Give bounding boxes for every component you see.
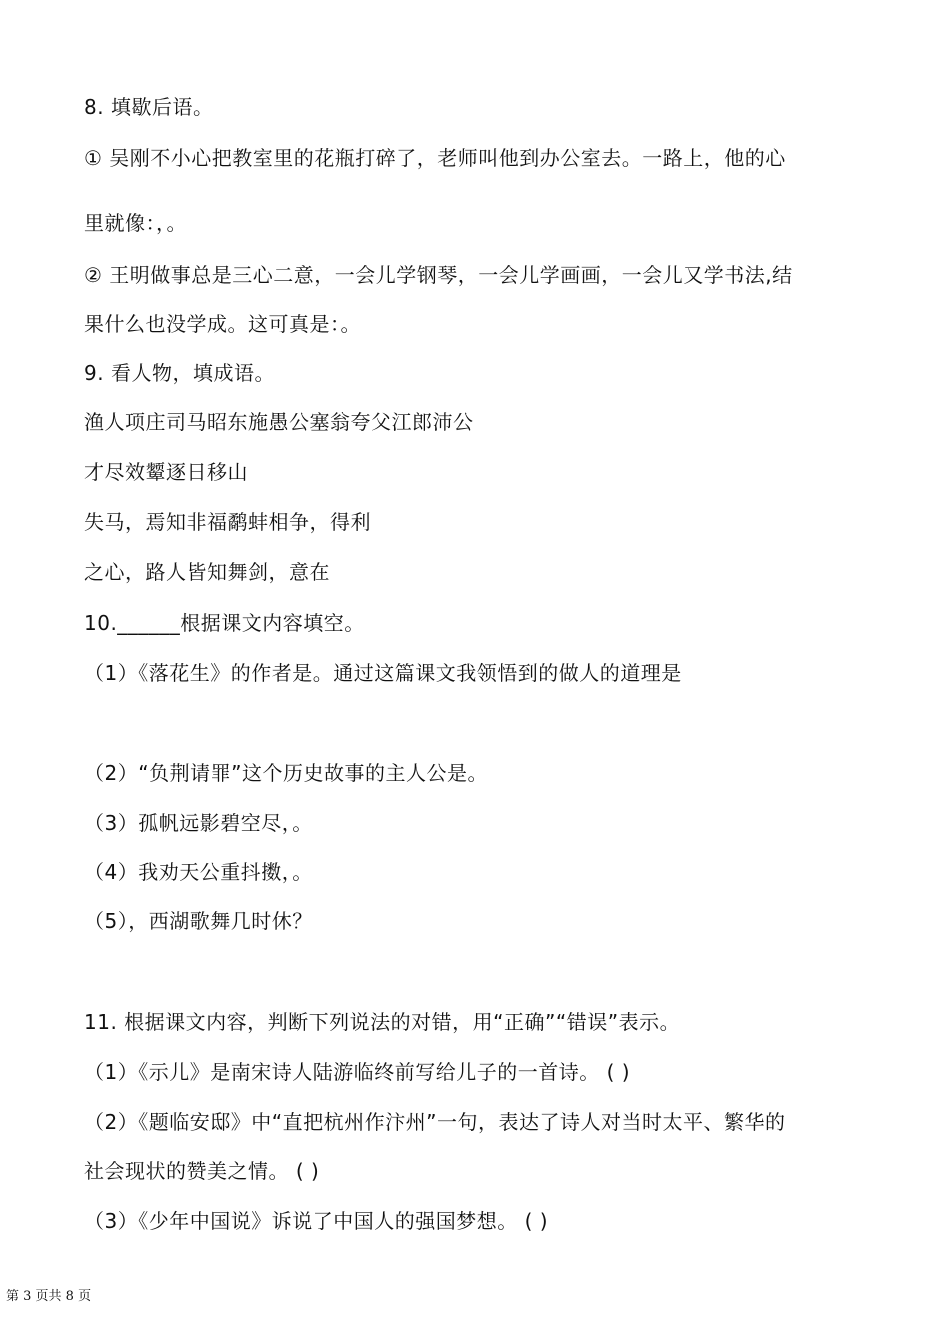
q8-title: 8. 填歇后语。	[84, 95, 214, 119]
q10-item2: （2）“负荆请罪”这个历史故事的主人公是。	[84, 761, 488, 785]
q10-item4: （4）我劝天公重抖擞，。	[84, 860, 313, 884]
q11-item2-line1: （2）《题临安邸》中“直把杭州作汴州”一句，表达了诗人对当时太平、繁华的	[84, 1110, 786, 1134]
q10-item3: （3）孤帆远影碧空尽，。	[84, 811, 313, 835]
q8-item1-line2: 里就像：，。	[84, 211, 187, 235]
q8-item1-line1: ① 吴刚不小心把教室里的花瓶打碎了，老师叫他到办公室去。一路上，他的心	[84, 146, 786, 170]
q11-title: 11. 根据课文内容，判断下列说法的对错，用“正确”“错误”表示。	[84, 1010, 681, 1034]
q8-item2-line2: 果什么也没学成。这可真是：。	[84, 312, 361, 336]
q9-title: 9. 看人物，填成语。	[84, 361, 275, 385]
q8-item2-line1: ② 王明做事总是三心二意，一会儿学钢琴，一会儿学画画，一会儿又学书法,结	[84, 263, 793, 287]
page-footer: 第 3 页共 8 页	[6, 1289, 92, 1304]
q9-line1: 渔人项庄司马昭东施愚公塞翁夸父江郎沛公	[84, 410, 474, 434]
q11-item1: （1）《示儿》是南宋诗人陆游临终前写给儿子的一首诗。 ( )	[84, 1060, 631, 1084]
q9-line4: 之心，路人皆知舞剑，意在	[84, 560, 330, 584]
q11-item2-line2: 社会现状的赞美之情。 ( )	[84, 1159, 320, 1183]
q10-item5: （5），西湖歌舞几时休？	[84, 909, 313, 933]
q9-line3: 失马，焉知非福鹬蚌相争，得利	[84, 510, 371, 534]
q9-line2: 才尽效颦逐日移山	[84, 460, 248, 484]
q10-item1: （1）《落花生》的作者是。通过这篇课文我领悟到的做人的道理是	[84, 661, 682, 685]
q10-title: 10.______根据课文内容填空。	[84, 611, 365, 635]
q11-item3: （3）《少年中国说》诉说了中国人的强国梦想。 ( )	[84, 1209, 549, 1233]
